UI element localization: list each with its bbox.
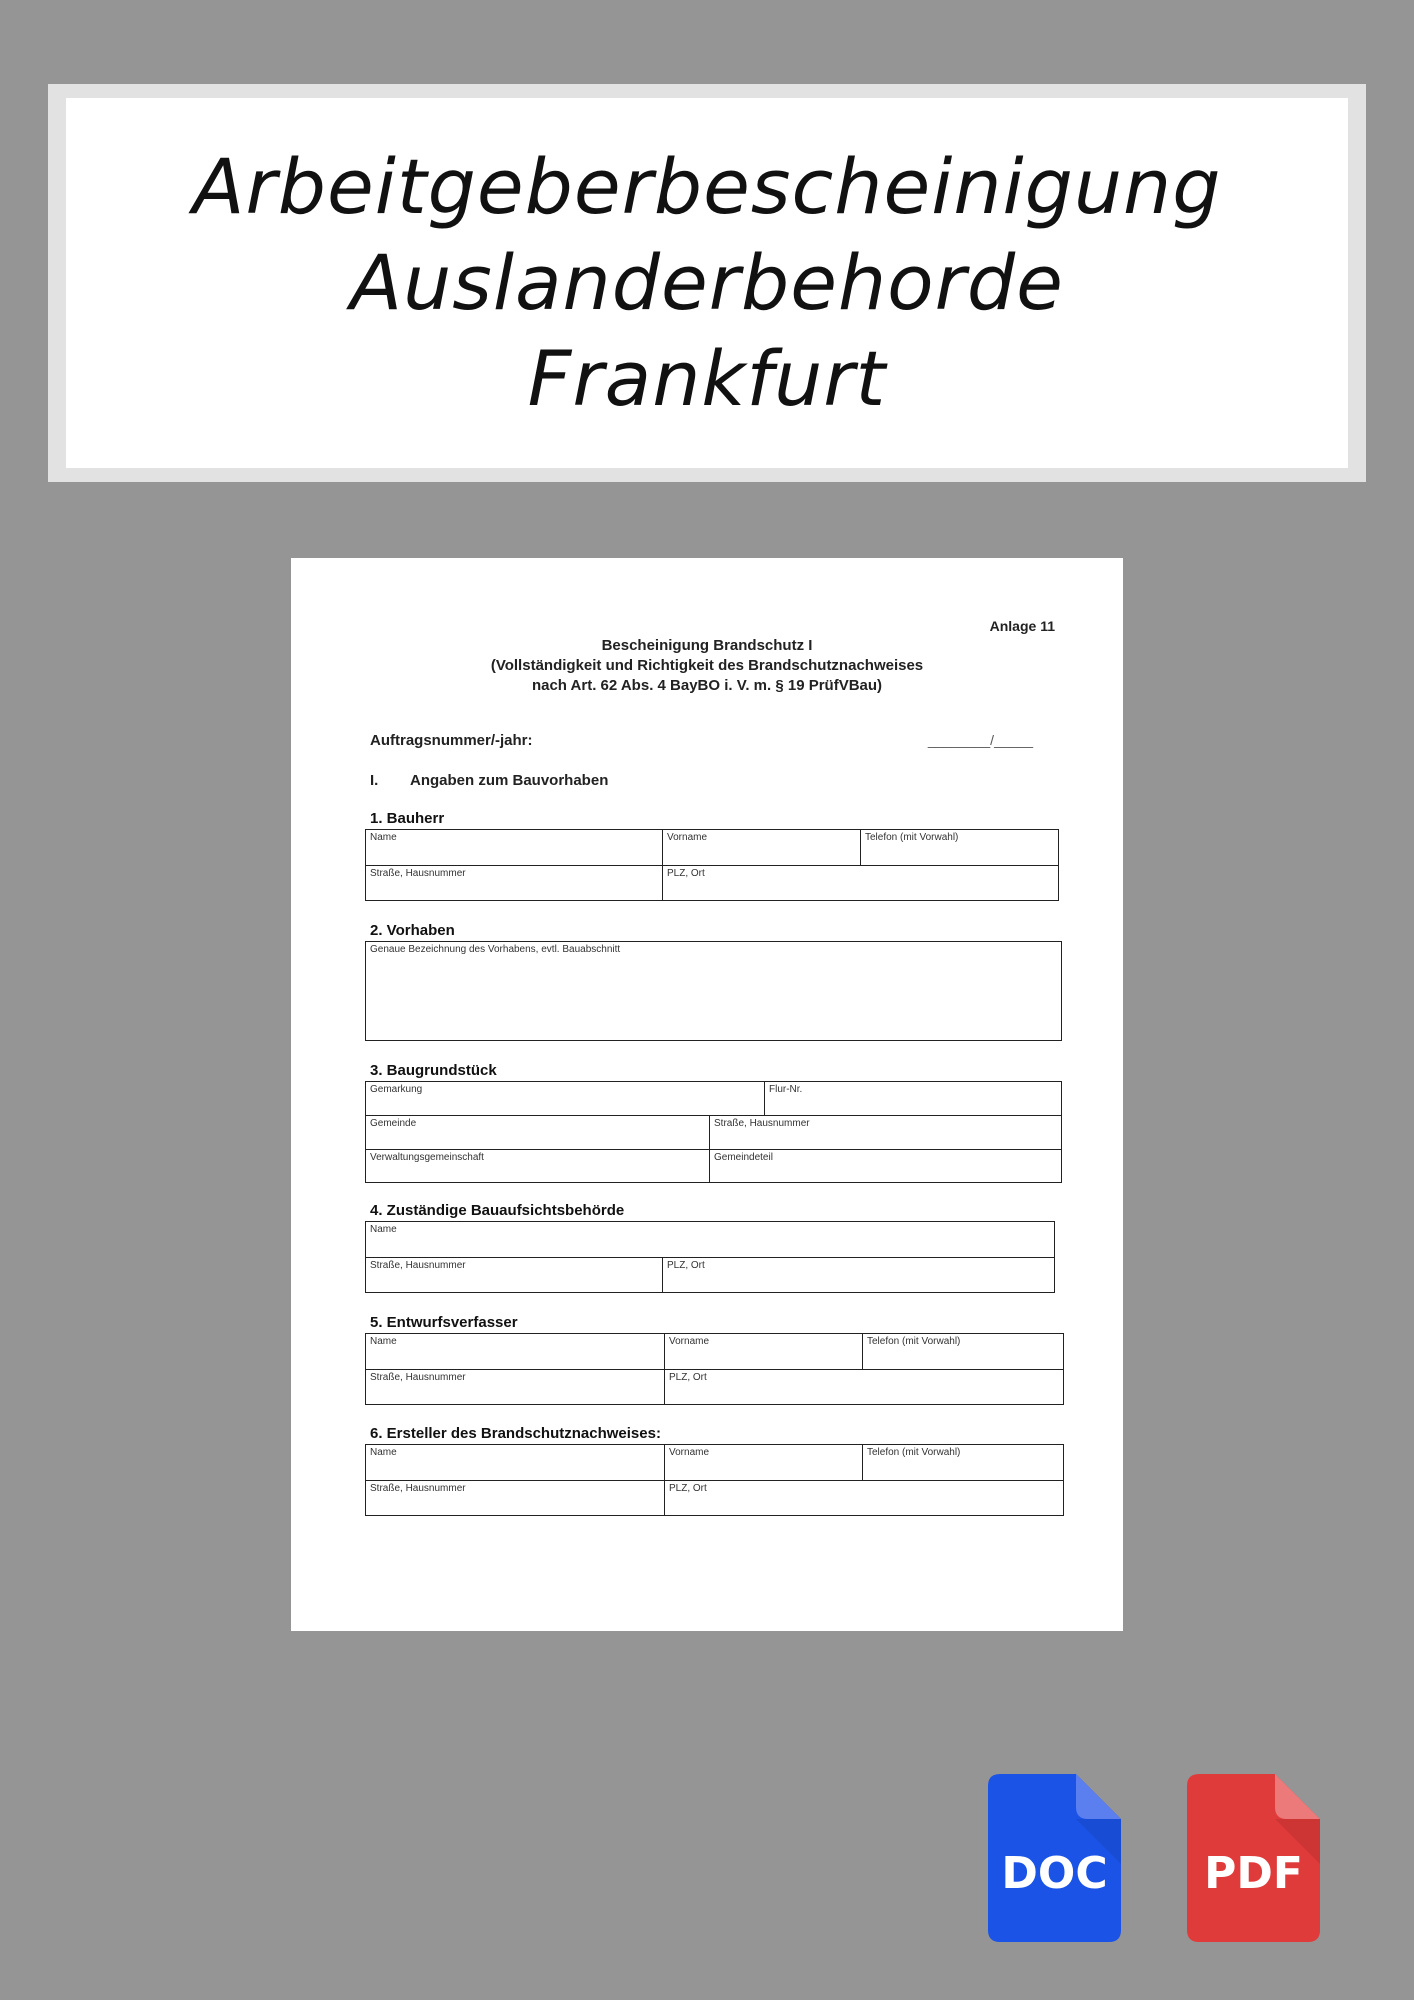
vorhaben-title: 2. Vorhaben [370,922,455,939]
table-row [366,1445,1063,1480]
bauherr-telefon-field[interactable]: Telefon (mit Vorwahl) [860,830,1058,865]
title-line-2: Auslanderbehorde [350,238,1064,327]
bauaufsicht-name-field[interactable]: Name [370,1224,397,1235]
bauherr-strasse-field[interactable]: Straße, Hausnummer [370,868,466,879]
flur-nr-field[interactable]: Flur-Nr. [764,1082,1061,1115]
anlage-label: Anlage 11 [989,618,1055,634]
ersteller-strasse-field[interactable]: Straße, Hausnummer [370,1483,466,1494]
section-title: Angaben zum Bauvorhaben [410,772,609,789]
baugrundstueck-table [365,1081,1062,1183]
title-line-1: Arbeitgeberbescheinigung [192,142,1222,231]
bauherr-title: 1. Bauherr [370,810,445,827]
table-row [366,1257,1054,1292]
ersteller-name-field[interactable]: Name [370,1447,397,1458]
pdf-label: PDF [1204,1848,1303,1899]
bauaufsicht-strasse-field[interactable]: Straße, Hausnummer [370,1260,466,1271]
table-row [366,1115,1061,1149]
table-row [366,942,1061,1040]
entwurfsverfasser-title: 5. Entwurfsverfasser [370,1314,518,1331]
title-box [66,98,1348,468]
gemeinde-field[interactable]: Gemeinde [370,1118,417,1129]
ersteller-table [365,1444,1064,1516]
auftrag-label: Auftragsnummer/-jahr: [370,732,533,749]
auftrag-value: ________/_____ [927,732,1033,748]
entwurf-strasse-field[interactable]: Straße, Hausnummer [370,1372,466,1383]
entwurf-plz-field[interactable]: PLZ, Ort [664,1370,1063,1404]
entwurf-name-field[interactable]: Name [370,1336,397,1347]
doc-download-button[interactable] [988,1774,1121,1942]
bauherr-name-field[interactable]: Name [370,832,397,843]
entwurfsverfasser-table [365,1333,1064,1405]
table-row [366,830,1058,865]
bauherr-plz-field[interactable]: PLZ, Ort [662,866,1058,900]
header-line-3: nach Art. 62 Abs. 4 BayBO i. V. m. § 19 PrüfVBau) [531,677,883,694]
document-preview[interactable] [291,558,1123,1631]
table-row [366,865,1058,900]
grundstueck-strasse-field[interactable]: Straße, Hausnummer [709,1116,1061,1149]
bauaufsicht-table [365,1221,1055,1293]
baugrundstueck-title: 3. Baugrundstück [370,1062,497,1079]
ersteller-title: 6. Ersteller des Brandschutznachweises: [370,1425,661,1442]
table-row [366,1222,1054,1257]
section-heading [370,772,608,789]
table-row [366,1082,1061,1115]
title-banner [48,84,1366,482]
ersteller-plz-field[interactable]: PLZ, Ort [664,1481,1063,1515]
verwaltungsgemeinschaft-field[interactable]: Verwaltungsgemeinschaft [370,1152,484,1163]
gemarkung-field[interactable]: Gemarkung [370,1084,423,1095]
header-line-2: (Vollständigkeit und Richtigkeit des Brandschutznachweises [490,657,924,674]
table-row [366,1369,1063,1404]
table-row [366,1334,1063,1369]
gemeindeteil-field[interactable]: Gemeindeteil [709,1150,1061,1182]
doc-label: DOC [1001,1848,1108,1899]
table-row [366,1480,1063,1515]
bauaufsicht-title: 4. Zuständige Bauaufsichtsbehörde [370,1202,625,1219]
bauherr-table [365,829,1059,901]
table-row [366,1149,1061,1182]
section-number: I. [370,772,379,789]
bauherr-vorname-field[interactable]: Vorname [662,830,860,865]
title-line-3: Frankfurt [527,334,887,423]
entwurf-telefon-field[interactable]: Telefon (mit Vorwahl) [862,1334,1063,1369]
entwurf-vorname-field[interactable]: Vorname [664,1334,862,1369]
vorhaben-table [365,941,1062,1041]
ersteller-telefon-field[interactable]: Telefon (mit Vorwahl) [862,1445,1063,1480]
vorhaben-description-field[interactable]: Genaue Bezeichnung des Vorhabens, evtl. Bauabschnitt [370,944,621,955]
document-header [291,636,1123,696]
ersteller-vorname-field[interactable]: Vorname [664,1445,862,1480]
header-line-1: Bescheinigung Brandschutz I [601,637,813,654]
pdf-download-button[interactable] [1187,1774,1320,1942]
bauaufsicht-plz-field[interactable]: PLZ, Ort [662,1258,1054,1292]
